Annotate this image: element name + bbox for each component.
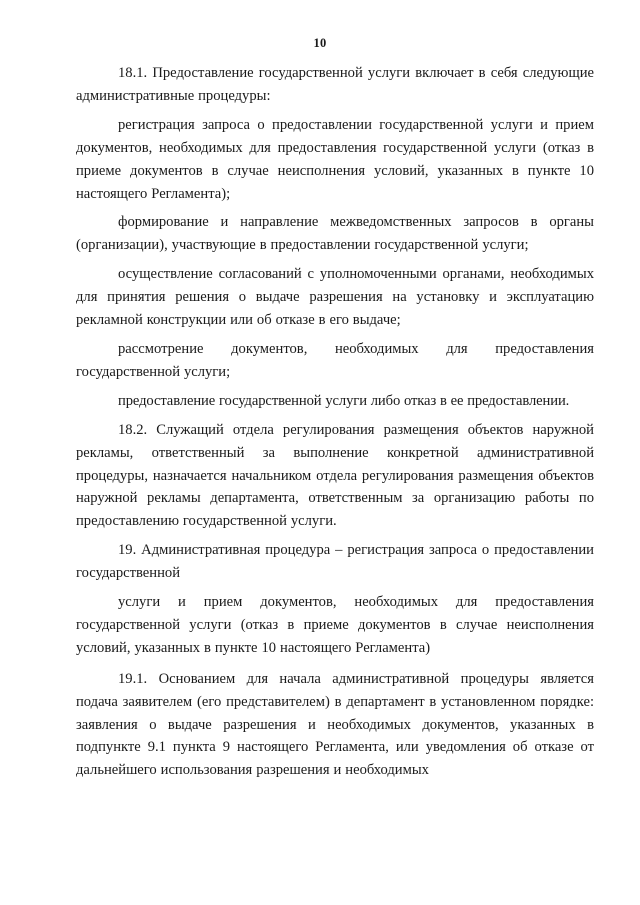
- paragraph-procedure-registration: регистрация запроса о предоставлении государственной услуги и прием документов, необходимых для предоставления государственной услуги (отказ в приеме документов в случае неисполнения условий, указанных в пункте 10 настоящего Регламента);: [76, 116, 594, 202]
- page-number: 10: [313, 36, 327, 50]
- paragraph-procedure-interagency-requests: формирование и направление межведомственных запросов в органы (организации), участвующие в предоставлении государственной услуги;: [76, 214, 594, 254]
- paragraph-procedure-review: рассмотрение документов, необходимых для предоставления государственной услуги;: [76, 340, 594, 380]
- paragraph-procedure-approvals: осуществление согласований с уполномоченными органами, необходимых для принятия решения о выдаче разрешения на установку и эксплуатацию рекламной конструкции или об отказе в его выдаче;: [76, 266, 594, 329]
- paragraph-18-1: 18.1. Предоставление государственной услуги включает в себя следующие административные процедуры:: [76, 65, 594, 104]
- document-body: [76, 62, 594, 782]
- paragraph-19-heading-continued: услуги и прием документов, необходимых для предоставления государственной услуги (отказ в приеме документов в случае неисполнения условий, указанных в пункте 10 настоящего Регламента): [76, 594, 594, 656]
- paragraph-procedure-decision: предоставление государственной услуги либо отказ в ее предоставлении.: [118, 392, 570, 409]
- paragraph-19-1: 19.1. Основанием для начала административной процедуры является подача заявителем (его представителем) в департамент в установленном порядке: заявления о выдаче разрешения и необходимых документов, указанных в подпункте 9.1 пункта 9 настоящего Регламента, или уведомления об отказе от дальнейшего использования разрешения и необходимых: [76, 670, 594, 779]
- paragraph-19-heading: 19. Административная процедура – регистрация запроса о предоставлении государственной: [76, 542, 594, 582]
- paragraph-18-2: 18.2. Служащий отдела регулирования размещения объектов наружной рекламы, ответственный за выполнение конкретной административной процедуры, назначается начальником отдела регулирования размещения объектов наружной рекламы департамента, ответственным за организацию работы по предоставлению государственной услуги.: [76, 421, 594, 530]
